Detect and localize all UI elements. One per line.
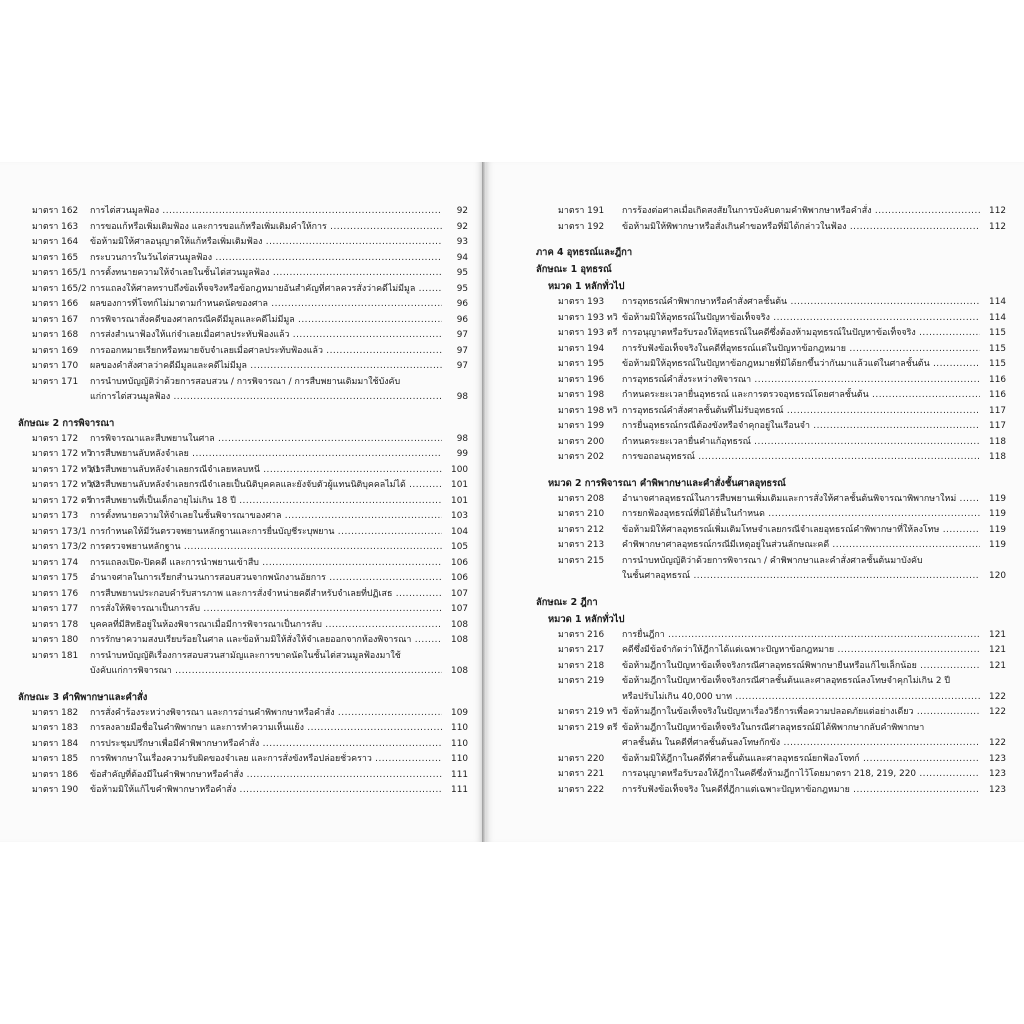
toc-page-number: 98 — [456, 433, 468, 444]
toc-entry — [536, 357, 1006, 373]
toc-section-label: มาตรา 217 — [558, 645, 605, 655]
toc-entry — [18, 432, 468, 448]
toc-section-label: มาตรา 180 — [32, 635, 79, 645]
toc-entry-title-line1: ข้อห้ามฎีกาในปัญหาข้อเท็จจริงกรณีศาลชั้นต้นและศาลอุทธรณ์ลงโทษจำคุกไม่เกิน 2 ปี — [622, 676, 950, 686]
toc-section-label: มาตรา 173 — [32, 511, 79, 521]
toc-entry-title: ข้อห้ามฎีกาในข้อเท็จจริงในปัญหาเรื่องวิธีการเพื่อความปลอดภัยแต่อย่างเดียว ..... — [622, 705, 980, 721]
toc-entry — [18, 297, 468, 313]
toc-entry — [536, 783, 1006, 799]
toc-page-number: 115 — [989, 359, 1006, 369]
toc-section-label: มาตรา 176 — [32, 588, 79, 599]
toc-entry-title: ผลของคำสั่งศาลว่าคดีมีมูลและคดีไม่มีมูล ..... — [90, 359, 442, 375]
toc-section-label: มาตรา 219 ทวิ — [558, 707, 618, 717]
toc-entry — [18, 328, 468, 344]
section-heading-dika: ลักษณะ 2 ฎีกา — [536, 596, 598, 608]
toc-page-number: 116 — [989, 374, 1006, 385]
toc-entry-title: การอนุญาตหรือรับรองให้อุทธรณ์ในคดีซึ่งต้องห้ามอุทธรณ์ในปัญหาข้อเท็จจริง ..... — [622, 326, 980, 342]
toc-entry-title: อำนาจศาลในการเรียกสำนวนการสอบสวนจากพนักงานอัยการ ..... — [90, 571, 442, 587]
toc-entry-title: อำนาจศาลอุทธรณ์ในการสืบพยานเพิ่มเติมและการสั่งให้ศาลชั้นต้นพิจารณาพิพากษาใหม่ ..... — [622, 492, 980, 508]
toc-entry-title: ข้อห้ามมิให้อุทธรณ์ในปัญหาข้อเท็จจริง ..... — [622, 311, 980, 327]
toc-section-label: มาตรา 192 — [558, 221, 605, 232]
toc-entry-title: การแถลงให้ศาลทราบถึงข้อเท็จจริงหรือข้อกฎหมายอันสำคัญที่ศาลควรสั่งว่าคดีไม่มีมูล ..... — [90, 282, 442, 298]
toc-page-number: 105 — [451, 542, 468, 552]
toc-entry-title: การสืบพยานลับหลังจำเลยกรณีจำเลยเป็นนิติบุคคลและยังจับตัวผู้แทนนิติบุคคลไม่ได้ ..... — [90, 478, 442, 494]
toc-page-number: 115 — [989, 328, 1006, 338]
toc-section-label: มาตรา 194 — [558, 343, 605, 354]
toc-page-number: 118 — [989, 436, 1006, 447]
toc-entry-219 — [536, 674, 1006, 705]
toc-entry-title: การพิพากษาในเรื่องความรับผิดของจำเลย และการสั่งขังหรือปล่อยชั่วคราว ..... — [90, 752, 442, 768]
toc-section-label: มาตรา 220 — [558, 753, 605, 764]
toc-section-label: มาตรา 164 — [32, 237, 79, 247]
toc-section-label: มาตรา 169 — [32, 345, 79, 356]
chapter-heading-dika-general: หมวด 1 หลักทั่วไป — [548, 613, 625, 625]
toc-entry-title-line1: การนำบทบัญญัติเรื่องการสอบสวนสามัญและการขาดนัดในชั้นไต่สวนมูลฟ้องมาใช้ — [90, 650, 401, 661]
toc-entry-title: การสืบพยานที่เป็นเด็กอายุไม่เกิน 18 ปี ..... — [90, 494, 442, 510]
toc-page-number: 98 — [456, 392, 468, 402]
toc-section-label: มาตรา 191 — [558, 206, 605, 216]
toc-entry — [536, 342, 1006, 358]
toc-entry — [536, 295, 1006, 311]
toc-section-label: มาตรา 178 — [32, 619, 79, 630]
toc-group-sections-208-213 — [536, 492, 1006, 554]
toc-entry — [536, 752, 1006, 768]
toc-entry — [536, 507, 1006, 523]
toc-group-sections-216-218 — [536, 628, 1006, 675]
toc-section-label: มาตรา 163 — [32, 221, 79, 232]
toc-page-number: 99 — [456, 449, 468, 459]
toc-section-label: มาตรา 173/2 — [32, 542, 87, 552]
toc-entry — [18, 618, 468, 634]
toc-section-label: มาตรา 208 — [558, 493, 605, 504]
toc-section-label: มาตรา 190 — [32, 785, 79, 795]
toc-entry — [536, 220, 1006, 236]
toc-page-number: 97 — [456, 330, 468, 340]
toc-entry — [536, 404, 1006, 420]
toc-entry-title: การประชุมปรึกษาเพื่อมีคำพิพากษาหรือคำสั่ง ..... — [90, 737, 442, 753]
toc-page-number: 117 — [989, 421, 1006, 431]
toc-page-number: 112 — [989, 206, 1006, 216]
toc-entry — [536, 326, 1006, 342]
toc-entry-title: การสืบพยานประกอบคำรับสารภาพ และการสั่งจำหน่ายคดีสำหรับจำเลยที่ปฏิเสธ ..... — [90, 587, 442, 603]
toc-entry — [18, 525, 468, 541]
toc-entry — [18, 571, 468, 587]
toc-entry-219-bis — [536, 705, 1006, 721]
chapter-heading-general: หมวด 1 หลักทั่วไป — [548, 281, 625, 292]
toc-section-label: มาตรา 212 — [558, 524, 605, 535]
toc-section-label: มาตรา 185 — [32, 754, 79, 764]
toc-entry-title: การตรวจพยานหลักฐาน ..... — [90, 540, 442, 556]
toc-entry-title: การอุทธรณ์คำสั่งศาลชั้นต้นที่ไม่รับอุทธรณ์ ..... — [622, 404, 980, 420]
toc-page-number: 94 — [456, 252, 468, 263]
toc-section-label: มาตรา 198 ทวิ — [558, 405, 618, 416]
toc-entry-title-line2: ในชั้นศาลอุทธรณ์ ..... — [622, 569, 980, 585]
toc-entry-title-line1: การนำบทบัญญัติว่าด้วยการสอบสวน / การพิจารณา / การสืบพยานเดิมมาใช้บังคับ — [90, 376, 401, 387]
toc-entry — [536, 643, 1006, 659]
toc-page-number: 122 — [989, 691, 1006, 702]
toc-entry-title: การสั่งให้พิจารณาเป็นการลับ ..... — [90, 602, 442, 618]
toc-entry-title: ข้อห้ามมิให้อุทธรณ์ในปัญหาข้อกฎหมายที่มิได้ยกขึ้นว่ากันมาแล้วแต่ในศาลชั้นต้น ..... — [622, 357, 980, 373]
toc-entry-title: การพิจารณาและสืบพยานในศาล ..... — [90, 432, 442, 448]
toc-group-sections-191-192 — [536, 204, 1006, 235]
toc-page-number: 122 — [989, 738, 1006, 748]
toc-page-number: 117 — [989, 405, 1006, 416]
toc-entry-title: การออกหมายเรียกหรือหมายจับจำเลยเมื่อศาลประทับฟ้องแล้ว ..... — [90, 344, 442, 360]
toc-entry-title: คดีซึ่งมีข้อจำกัดว่าให้ฎีกาได้แต่เฉพาะปัญหาข้อกฎหมาย ..... — [622, 643, 980, 659]
toc-section-label: มาตรา 200 — [558, 436, 605, 447]
toc-entry-title-line1: ข้อห้ามฎีกาในปัญหาข้อเท็จจริงในกรณีศาลอุทธรณ์มิได้พิพากษากลับคำพิพากษา — [622, 722, 925, 733]
toc-entry-181 — [18, 649, 468, 680]
toc-entry — [18, 509, 468, 525]
toc-page-number: 107 — [451, 588, 468, 599]
toc-entry — [18, 204, 468, 220]
toc-entry — [18, 220, 468, 236]
toc-entry — [18, 235, 468, 251]
part-heading-4: ภาค 4 อุทธรณ์และฎีกา — [536, 247, 633, 258]
toc-entry-title-line2: บังคับแก่การพิจารณา ..... — [90, 664, 442, 680]
toc-entry-title: การรักษาความสงบเรียบร้อยในศาล และข้อห้ามมิให้สั่งให้จำเลยออกจากห้องพิจารณา ..... — [90, 633, 442, 649]
toc-page-number: 112 — [989, 221, 1006, 232]
toc-section-label: มาตรา 182 — [32, 707, 79, 718]
toc-page-number: 106 — [451, 557, 468, 568]
toc-entry-title: การกำหนดให้มีวันตรวจพยานหลักฐานและการยื่นบัญชีระบุพยาน ..... — [90, 525, 442, 541]
toc-entry-219-ter — [536, 721, 1006, 752]
toc-entry-title: การลงลายมือชื่อในคำพิพากษา และการทำความเห็นแย้ง ..... — [90, 721, 442, 737]
toc-section-label: มาตรา 213 — [558, 540, 605, 550]
toc-entry-title: การตั้งทนายความให้จำเลยในชั้นไต่สวนมูลฟ้อง ..... — [90, 266, 442, 282]
toc-entry-title: การรับฟังข้อเท็จจริงในคดีที่อุทธรณ์แต่ในปัญหาข้อกฎหมาย ..... — [622, 342, 980, 358]
toc-entry — [18, 752, 468, 768]
toc-entry-title-line2: หรือปรับไม่เกิน 40,000 บาท ..... — [622, 690, 980, 706]
toc-page-number: 101 — [451, 480, 468, 490]
toc-section-label: มาตรา 172 ตรี — [32, 495, 92, 506]
toc-section-label: มาตรา 172 — [32, 433, 79, 444]
toc-entry-title: การอนุญาตหรือรับรองให้ฎีกาในคดีซึ่งห้ามฎีกาไว้โดยมาตรา 218, 219, 220 ..... — [622, 767, 980, 783]
toc-group-sections-193-202 — [536, 295, 1006, 466]
toc-entry — [18, 721, 468, 737]
toc-entry-title: ผลของการที่โจทก์ไม่มาตามกำหนดนัดของศาล ..... — [90, 297, 442, 313]
toc-entry-title: ข้อห้ามมิให้พิพากษาหรือสั่งเกินคำขอหรือที่มิได้กล่าวในฟ้อง ..... — [622, 220, 980, 236]
toc-page-number: 115 — [989, 343, 1006, 354]
toc-section-label: มาตรา 165/2 — [32, 283, 87, 294]
toc-page-number: 97 — [456, 361, 468, 371]
toc-entry — [18, 344, 468, 360]
section-heading-2: ลักษณะ 2 การพิจารณา — [18, 417, 115, 429]
toc-page-number: 123 — [989, 784, 1006, 795]
toc-page-number: 110 — [451, 738, 468, 749]
toc-section-label: มาตรา 171 — [32, 376, 79, 387]
toc-entry-title: การขอแก้หรือเพิ่มเติมฟ้อง และการขอแก้หรือเพิ่มเติมคำให้การ ..... — [90, 220, 442, 236]
toc-entry-title: การยื่นอุทธรณ์กรณีต้องขังหรือจำคุกอยู่ในเรือนจำ ..... — [622, 419, 980, 435]
toc-entry-title: การอุทธรณ์คำพิพากษาหรือคำสั่งศาลชั้นต้น ..... — [622, 295, 980, 311]
toc-section-label: มาตรา 218 — [558, 660, 605, 671]
toc-section-label: มาตรา 183 — [32, 723, 79, 733]
toc-entry-title: ข้อสำคัญที่ต้องมีในคำพิพากษาหรือคำสั่ง ..... — [90, 768, 442, 784]
toc-section-label: มาตรา 215 — [558, 555, 605, 566]
toc-page-number: 104 — [451, 526, 468, 537]
toc-entry — [536, 492, 1006, 508]
toc-page-number: 108 — [451, 619, 468, 630]
toc-section-label: มาตรา 184 — [32, 738, 79, 749]
toc-section-label: มาตรา 193 — [558, 297, 605, 307]
toc-section-label: มาตรา 193 ทวิ — [558, 312, 618, 323]
toc-section-label: มาตรา 170 — [32, 361, 79, 371]
toc-page-number: 92 — [456, 206, 468, 216]
toc-page-number: 93 — [456, 237, 468, 247]
toc-entry-title: ข้อห้ามมิให้ศาลอุทธรณ์เพิ่มเติมโทษจำเลยกรณีจำเลยอุทธรณ์คำพิพากษาที่ให้ลงโทษ ..... — [622, 523, 980, 539]
toc-page-number: 122 — [989, 707, 1006, 717]
toc-entry-title: การขอถอนอุทธรณ์ ..... — [622, 450, 980, 466]
toc-page-number: 119 — [989, 540, 1006, 550]
toc-section-label: มาตรา 219 — [558, 676, 605, 686]
toc-page-number: 95 — [456, 268, 468, 278]
toc-entry — [18, 556, 468, 572]
toc-entry — [18, 768, 468, 784]
toc-page-number: 110 — [451, 754, 468, 764]
toc-section-label: มาตรา 219 ตรี — [558, 722, 618, 733]
toc-page-number: 123 — [989, 769, 1006, 779]
toc-entry — [536, 204, 1006, 220]
toc-entry-title: ข้อห้ามมิให้ฎีกาในคดีที่ศาลชั้นต้นและศาลอุทธรณ์ยกฟ้องโจทก์ ..... — [622, 752, 980, 768]
toc-section-label: มาตรา 195 — [558, 359, 605, 369]
toc-group-sections-220-222 — [536, 752, 1006, 799]
toc-entry-title: ข้อห้ามมิให้แก้ไขคำพิพากษาหรือคำสั่ง ..... — [90, 783, 442, 799]
toc-section-label: มาตรา 221 — [558, 769, 605, 779]
toc-entry-title: ข้อห้ามมิให้ศาลอนุญาตให้แก้หรือเพิ่มเติมฟ้อง ..... — [90, 235, 442, 251]
toc-page-number: 111 — [451, 769, 468, 780]
toc-entry-title: การสืบพยานลับหลังจำเลยกรณีจำเลยหลบหนี ..... — [90, 463, 442, 479]
toc-section-label: มาตรา 210 — [558, 509, 605, 519]
toc-entry — [18, 706, 468, 722]
toc-page-number: 108 — [451, 635, 468, 645]
toc-section-label: มาตรา 186 — [32, 769, 79, 780]
toc-entry — [18, 266, 468, 282]
toc-section-label: มาตรา 196 — [558, 374, 605, 385]
toc-entry — [18, 282, 468, 298]
toc-page-number: 92 — [456, 221, 468, 232]
toc-page-number: 96 — [456, 299, 468, 309]
toc-group-sections-162-170 — [18, 204, 468, 375]
toc-section-label: มาตรา 174 — [32, 557, 79, 568]
toc-entry — [18, 359, 468, 375]
toc-entry-title: กำหนดระยะเวลายื่นคำแก้อุทธรณ์ ..... — [622, 435, 980, 451]
toc-entry-title: ข้อห้ามฎีกาในปัญหาข้อเท็จจริงกรณีศาลอุทธรณ์พิพากษายืนหรือแก้ไขเล็กน้อย ..... — [622, 659, 980, 675]
toc-entry — [536, 659, 1006, 675]
toc-entry — [536, 311, 1006, 327]
toc-page-number: 114 — [989, 312, 1006, 323]
chapter-heading-appeal-court: หมวด 2 การพิจารณา คำพิพากษาและคำสั่งชั้นศาลอุทธรณ์ — [548, 477, 786, 489]
toc-section-label: มาตรา 202 — [558, 452, 605, 462]
toc-entry-title: การสั่งคำร้องระหว่างพิจารณา และการอ่านคำพิพากษาหรือคำสั่ง ..... — [90, 706, 442, 722]
toc-entry-title: การรับฟังข้อเท็จจริง ในคดีที่ฎีกาแต่เฉพาะปัญหาข้อกฎหมาย ..... — [622, 783, 980, 799]
toc-section-label: มาตรา 166 — [32, 299, 79, 309]
toc-section-label: มาตรา 198 — [558, 390, 605, 400]
toc-page-number: 116 — [989, 390, 1006, 400]
toc-entry-title-line1: การนำบทบัญญัติว่าด้วยการพิจารณา / คำพิพากษาและคำสั่งศาลชั้นต้นมาบังคับ — [622, 555, 923, 566]
toc-section-label: มาตรา 165 — [32, 252, 79, 263]
toc-page-number: 121 — [989, 645, 1006, 655]
toc-entry-title: การแถลงเปิด-ปิดคดี และการนำพยานเข้าสืบ ..... — [90, 556, 442, 572]
toc-entry-title: คำพิพากษาศาลอุทธรณ์กรณีมีเหตุอยู่ในส่วนลักษณะคดี ..... — [622, 538, 980, 554]
toc-entry — [18, 478, 468, 494]
toc-page-number: 110 — [451, 723, 468, 733]
toc-section-label: มาตรา 222 — [558, 784, 605, 795]
toc-entry-title: กำหนดระยะเวลายื่นอุทธรณ์ และการตรวจอุทธรณ์โดยศาลชั้นต้น ..... — [622, 388, 980, 404]
toc-page-number: 120 — [989, 571, 1006, 581]
toc-page-number: 97 — [456, 345, 468, 356]
toc-page-number: 118 — [989, 452, 1006, 462]
toc-page-number: 101 — [451, 495, 468, 506]
toc-page-number: 95 — [456, 283, 468, 294]
toc-entry — [18, 463, 468, 479]
toc-entry — [536, 373, 1006, 389]
toc-section-label: มาตรา 167 — [32, 314, 79, 325]
toc-section-label: มาตรา 177 — [32, 604, 79, 614]
toc-page-number: 114 — [989, 297, 1006, 307]
toc-group-sections-172-180 — [18, 432, 468, 649]
toc-section-label: มาตรา 173/1 — [32, 526, 87, 537]
toc-entry — [536, 450, 1006, 466]
toc-section-label: มาตรา 172 ทวิ/2 — [32, 480, 101, 490]
toc-entry — [18, 313, 468, 329]
toc-page-number: 100 — [451, 464, 468, 475]
toc-entry-title: บุคคลที่มีสิทธิอยู่ในห้องพิจารณาเมื่อมีการพิจารณาเป็นการลับ ..... — [90, 618, 442, 634]
toc-entry — [18, 540, 468, 556]
toc-section-label: มาตรา 193 ตรี — [558, 328, 618, 338]
toc-entry-title: การร้องต่อศาลเมื่อเกิดสงสัยในการบังคับตามคำพิพากษาหรือคำสั่ง ..... — [622, 204, 980, 220]
toc-entry-title: การตั้งทนายความให้จำเลยในชั้นพิจารณาของศาล ..... — [90, 509, 442, 525]
toc-page-number: 109 — [451, 707, 468, 718]
toc-section-label: มาตรา 165/1 — [32, 268, 87, 278]
toc-entry-171 — [18, 375, 468, 406]
toc-section-label: มาตรา 172 ทวิ/1 — [32, 464, 101, 475]
toc-entry-title: การยื่นฎีกา ..... — [622, 628, 980, 644]
toc-entry-title: กระบวนการในวันไต่สวนมูลฟ้อง ..... — [90, 251, 442, 267]
toc-entry — [536, 767, 1006, 783]
toc-page-number: 108 — [451, 666, 468, 676]
toc-section-label: มาตรา 181 — [32, 650, 79, 661]
toc-page-number: 123 — [989, 753, 1006, 764]
toc-section-label: มาตรา 162 — [32, 206, 79, 216]
toc-section-label: มาตรา 199 — [558, 421, 605, 431]
toc-page-number: 119 — [989, 524, 1006, 535]
toc-entry-title: การสืบพยานลับหลังจำเลย ..... — [90, 447, 442, 463]
toc-entry — [536, 538, 1006, 554]
right-page — [486, 162, 1024, 842]
toc-section-label: มาตรา 216 — [558, 629, 605, 640]
toc-entry — [18, 602, 468, 618]
toc-section-label: มาตรา 175 — [32, 573, 79, 583]
toc-entry — [18, 494, 468, 510]
toc-entry-title-line2: ศาลชั้นต้น ในคดีที่ศาลชั้นต้นลงโทษกักขัง ..... — [622, 736, 980, 752]
left-toc-column — [18, 204, 468, 799]
toc-entry — [18, 783, 468, 799]
toc-page-number: 103 — [451, 511, 468, 521]
toc-page-number: 106 — [451, 573, 468, 583]
toc-entry-title: การอุทธรณ์คำสั่งระหว่างพิจารณา ..... — [622, 373, 980, 389]
toc-entry-title: การไต่สวนมูลฟ้อง ..... — [90, 204, 442, 220]
toc-entry-title: การพิจารณาสั่งคดีของศาลกรณีคดีมีมูลและคดีไม่มีมูล ..... — [90, 313, 442, 329]
left-page — [0, 162, 482, 842]
section-heading-3: ลักษณะ 3 คำพิพากษาและคำสั่ง — [18, 691, 148, 703]
toc-page-number: 119 — [989, 509, 1006, 519]
toc-entry-title-line2: แก่การไต่สวนมูลฟ้อง ..... — [90, 390, 442, 406]
toc-page-number: 121 — [989, 629, 1006, 640]
toc-page-number: 121 — [989, 660, 1006, 671]
toc-entry-title: การส่งสำเนาฟ้องให้แก่จำเลยเมื่อศาลประทับฟ้องแล้ว ..... — [90, 328, 442, 344]
toc-entry — [536, 388, 1006, 404]
toc-entry — [536, 435, 1006, 451]
toc-entry — [18, 737, 468, 753]
toc-entry — [536, 419, 1006, 435]
toc-entry — [18, 587, 468, 603]
toc-section-label: มาตรา 172 ทวิ — [32, 449, 92, 459]
right-toc-column — [536, 204, 1006, 798]
section-heading-appeal: ลักษณะ 1 อุทธรณ์ — [536, 264, 612, 275]
toc-entry — [536, 628, 1006, 644]
toc-entry — [18, 251, 468, 267]
toc-page-number: 96 — [456, 314, 468, 325]
toc-entry — [18, 633, 468, 649]
toc-group-sections-182-190 — [18, 706, 468, 799]
toc-page-number: 119 — [989, 493, 1006, 504]
toc-page-number: 111 — [451, 785, 468, 795]
toc-entry-title: การยกฟ้องอุทธรณ์ที่มิได้ยื่นในกำหนด ..... — [622, 507, 980, 523]
toc-section-label: มาตรา 168 — [32, 330, 79, 340]
toc-entry — [536, 523, 1006, 539]
toc-entry — [18, 447, 468, 463]
toc-page-number: 107 — [451, 604, 468, 614]
toc-entry-215 — [536, 554, 1006, 585]
